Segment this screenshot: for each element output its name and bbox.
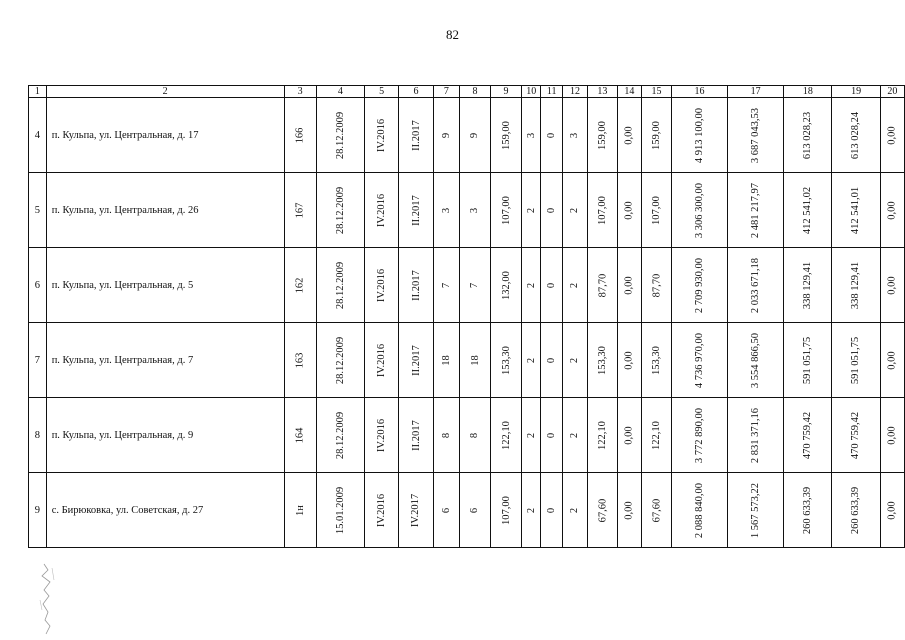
header-cell: 9 <box>490 86 521 98</box>
cell-value: 159,00 <box>596 120 608 150</box>
cell-value: 2 <box>569 357 581 363</box>
value-cell <box>522 98 541 173</box>
value-cell <box>316 173 364 248</box>
value-cell <box>728 173 784 248</box>
value-cell <box>728 98 784 173</box>
value-cell <box>364 248 398 323</box>
value-cell <box>880 323 904 398</box>
value-cell <box>617 323 641 398</box>
header-cell: 19 <box>832 86 880 98</box>
cell-value: 3 <box>440 207 452 213</box>
cell-value: 3 687 043,53 <box>750 107 762 163</box>
value-cell <box>522 398 541 473</box>
cell-value: 28.12.2009 <box>334 261 346 309</box>
cell-value: 122,10 <box>596 420 608 450</box>
value-cell <box>541 473 563 548</box>
value-cell <box>284 98 316 173</box>
header-cell: 13 <box>587 86 617 98</box>
value-cell <box>433 473 459 548</box>
cell-value: II.2017 <box>410 269 422 301</box>
cell-value: 9 <box>469 132 481 138</box>
cell-value: 470 759,42 <box>802 411 814 459</box>
row-number-cell: 6 <box>29 248 47 323</box>
value-cell <box>563 248 588 323</box>
cell-value: 2 481 217,97 <box>750 182 762 238</box>
cell-value: 6 <box>469 507 481 513</box>
cell-value: 412 541,02 <box>802 186 814 234</box>
header-cell: 2 <box>46 86 284 98</box>
value-cell <box>617 98 641 173</box>
row-number-cell: 9 <box>29 473 47 548</box>
value-cell <box>364 98 398 173</box>
cell-value: 0 <box>546 507 558 513</box>
value-cell <box>316 323 364 398</box>
cell-value: 8 <box>440 432 452 438</box>
header-cell: 10 <box>522 86 541 98</box>
cell-value: 1н <box>294 504 306 516</box>
cell-value: 2 <box>569 432 581 438</box>
value-cell <box>541 248 563 323</box>
value-cell <box>490 398 521 473</box>
value-cell <box>541 398 563 473</box>
cell-value: 67,60 <box>650 498 662 522</box>
row-number-cell: 8 <box>29 398 47 473</box>
value-cell <box>784 248 832 323</box>
cell-value: IV.2016 <box>376 193 388 227</box>
cell-value: 3 <box>525 132 537 138</box>
table-row <box>29 248 905 323</box>
header-cell: 4 <box>316 86 364 98</box>
value-cell <box>617 473 641 548</box>
cell-value: 162 <box>294 277 306 293</box>
value-cell <box>563 173 588 248</box>
value-cell <box>364 323 398 398</box>
cell-value: 3 306 300,00 <box>694 182 705 238</box>
value-cell <box>541 98 563 173</box>
value-cell <box>364 398 398 473</box>
cell-value: 164 <box>294 427 306 443</box>
cell-value: 28.12.2009 <box>334 186 346 234</box>
table-row <box>29 173 905 248</box>
value-cell <box>728 473 784 548</box>
value-cell <box>490 173 521 248</box>
value-cell <box>880 473 904 548</box>
address-cell: п. Кульпа, ул. Центральная, д. 17 <box>46 98 284 173</box>
value-cell <box>587 98 617 173</box>
value-cell <box>399 323 433 398</box>
row-number-cell: 5 <box>29 173 47 248</box>
value-cell <box>460 248 491 323</box>
cell-value: 87,70 <box>596 273 608 297</box>
value-cell <box>399 173 433 248</box>
value-cell <box>316 248 364 323</box>
value-cell <box>832 473 880 548</box>
header-cell: 6 <box>399 86 433 98</box>
value-cell <box>460 398 491 473</box>
cell-value: 0 <box>546 432 558 438</box>
cell-value: 2 709 930,00 <box>694 257 705 313</box>
cell-value: 2 088 840,00 <box>694 482 705 538</box>
cell-value: 163 <box>294 352 306 368</box>
header-cell: 18 <box>784 86 832 98</box>
cell-value: 0,00 <box>623 125 635 145</box>
value-cell <box>784 323 832 398</box>
address-cell: п. Кульпа, ул. Центральная, д. 26 <box>46 173 284 248</box>
cell-value: IV.2017 <box>410 493 422 527</box>
value-cell <box>671 98 727 173</box>
value-cell <box>399 98 433 173</box>
cell-value: 15.01.2009 <box>334 486 346 534</box>
value-cell <box>641 398 671 473</box>
row-number-cell: 4 <box>29 98 47 173</box>
cell-value: 67,60 <box>596 498 608 522</box>
value-cell <box>880 248 904 323</box>
cell-value: 1 567 573,22 <box>750 482 762 538</box>
cell-value: 28.12.2009 <box>334 336 346 384</box>
value-cell <box>587 473 617 548</box>
cell-value: 107,00 <box>500 495 512 525</box>
cell-value: 166 <box>294 127 306 143</box>
cell-value: 18 <box>440 354 452 366</box>
address-cell: п. Кульпа, ул. Центральная, д. 7 <box>46 323 284 398</box>
cell-value: II.2017 <box>410 119 422 151</box>
value-cell <box>563 323 588 398</box>
header-row <box>29 86 905 98</box>
value-cell <box>563 98 588 173</box>
table-row <box>29 323 905 398</box>
cell-value: 591 051,75 <box>850 336 862 384</box>
row-number-cell: 7 <box>29 323 47 398</box>
table-row <box>29 398 905 473</box>
value-cell <box>364 173 398 248</box>
data-table <box>28 85 905 548</box>
value-cell <box>433 398 459 473</box>
cell-value: 6 <box>440 507 452 513</box>
cell-value: 0,00 <box>623 350 635 370</box>
cell-value: 0,00 <box>886 500 898 520</box>
value-cell <box>832 323 880 398</box>
value-cell <box>880 98 904 173</box>
cell-value: IV.2016 <box>376 493 388 527</box>
cell-value: II.2017 <box>410 344 422 376</box>
value-cell <box>460 473 491 548</box>
value-cell <box>490 248 521 323</box>
value-cell <box>522 173 541 248</box>
header-cell: 16 <box>671 86 727 98</box>
value-cell <box>316 473 364 548</box>
value-cell <box>316 398 364 473</box>
value-cell <box>832 248 880 323</box>
cell-value: 2 <box>525 282 537 288</box>
cell-value: 153,30 <box>500 345 512 375</box>
cell-value: 8 <box>469 432 481 438</box>
value-cell <box>490 98 521 173</box>
cell-value: 18 <box>469 354 481 366</box>
cell-value: 2 <box>569 207 581 213</box>
header-cell: 14 <box>617 86 641 98</box>
value-cell <box>284 473 316 548</box>
value-cell <box>784 173 832 248</box>
cell-value: 9 <box>440 132 452 138</box>
value-cell <box>541 323 563 398</box>
value-cell <box>587 323 617 398</box>
cell-value: 0 <box>546 357 558 363</box>
cell-value: 28.12.2009 <box>334 111 346 159</box>
cell-value: 260 633,39 <box>802 486 814 534</box>
cell-value: 107,00 <box>650 195 662 225</box>
cell-value: 132,00 <box>500 270 512 300</box>
cell-value: IV.2016 <box>376 343 388 377</box>
cell-value: 3 <box>569 132 581 138</box>
cell-value: 0,00 <box>886 350 898 370</box>
cell-value: 167 <box>294 202 306 218</box>
value-cell <box>460 173 491 248</box>
cell-value: 2 <box>525 207 537 213</box>
cell-value: 0,00 <box>886 425 898 445</box>
cell-value: 153,30 <box>596 345 608 375</box>
value-cell <box>641 248 671 323</box>
page-number: 82 <box>446 27 459 42</box>
cell-value: 4 736 970,00 <box>694 332 705 388</box>
value-cell <box>399 248 433 323</box>
value-cell <box>728 398 784 473</box>
cell-value: 0,00 <box>886 275 898 295</box>
value-cell <box>399 473 433 548</box>
value-cell <box>460 98 491 173</box>
cell-value: 0,00 <box>886 200 898 220</box>
value-cell <box>490 323 521 398</box>
cell-value: IV.2016 <box>376 418 388 452</box>
cell-value: II.2017 <box>410 194 422 226</box>
cell-value: 3 772 890,00 <box>694 407 705 463</box>
cell-value: 2 <box>525 432 537 438</box>
cell-value: 412 541,01 <box>850 186 862 234</box>
cell-value: 0,00 <box>886 125 898 145</box>
value-cell <box>784 473 832 548</box>
cell-value: 470 759,42 <box>850 411 862 459</box>
value-cell <box>433 98 459 173</box>
cell-value: 7 <box>440 282 452 288</box>
value-cell <box>641 98 671 173</box>
cell-value: 159,00 <box>650 120 662 150</box>
value-cell <box>671 323 727 398</box>
value-cell <box>617 248 641 323</box>
value-cell <box>522 323 541 398</box>
header-cell: 15 <box>641 86 671 98</box>
value-cell <box>832 173 880 248</box>
cell-value: IV.2016 <box>376 118 388 152</box>
value-cell <box>399 398 433 473</box>
cell-value: 2 831 371,16 <box>750 407 762 463</box>
value-cell <box>490 473 521 548</box>
cell-value: 338 129,41 <box>802 261 814 309</box>
header-cell: 1 <box>29 86 47 98</box>
value-cell <box>587 248 617 323</box>
cell-value: 0,00 <box>623 425 635 445</box>
value-cell <box>728 248 784 323</box>
value-cell <box>617 398 641 473</box>
value-cell <box>284 173 316 248</box>
value-cell <box>563 473 588 548</box>
header-cell: 5 <box>364 86 398 98</box>
value-cell <box>433 323 459 398</box>
cell-value: 613 028,24 <box>850 111 862 159</box>
value-cell <box>784 98 832 173</box>
cell-value: 159,00 <box>500 120 512 150</box>
value-cell <box>433 173 459 248</box>
value-cell <box>641 473 671 548</box>
cell-value: 107,00 <box>500 195 512 225</box>
value-cell <box>671 248 727 323</box>
header-cell: 20 <box>880 86 904 98</box>
cell-value: 2 <box>569 507 581 513</box>
value-cell <box>728 323 784 398</box>
header-cell: 17 <box>728 86 784 98</box>
value-cell <box>784 398 832 473</box>
value-cell <box>522 248 541 323</box>
value-cell <box>832 98 880 173</box>
cell-value: II.2017 <box>410 419 422 451</box>
cell-value: 0 <box>546 207 558 213</box>
value-cell <box>541 173 563 248</box>
cell-value: 591 051,75 <box>802 336 814 384</box>
header-cell: 7 <box>433 86 459 98</box>
value-cell <box>284 323 316 398</box>
cell-value: 2 033 671,18 <box>750 257 762 313</box>
address-cell: п. Кульпа, ул. Центральная, д. 9 <box>46 398 284 473</box>
cell-value: 0,00 <box>623 275 635 295</box>
cell-value: 338 129,41 <box>850 261 862 309</box>
cell-value: 107,00 <box>596 195 608 225</box>
value-cell <box>617 173 641 248</box>
table-row <box>29 473 905 548</box>
cell-value: 3 <box>469 207 481 213</box>
cell-value: 3 554 866,50 <box>750 332 762 388</box>
header-cell: 11 <box>541 86 563 98</box>
cell-value: 613 028,23 <box>802 111 814 159</box>
margin-scribble <box>36 560 60 640</box>
cell-value: 0,00 <box>623 200 635 220</box>
header-cell: 12 <box>563 86 588 98</box>
cell-value: 153,30 <box>650 345 662 375</box>
cell-value: 7 <box>469 282 481 288</box>
value-cell <box>671 173 727 248</box>
cell-value: 260 633,39 <box>850 486 862 534</box>
value-cell <box>880 398 904 473</box>
value-cell <box>587 173 617 248</box>
cell-value: 122,10 <box>650 420 662 450</box>
cell-value: 87,70 <box>650 273 662 297</box>
address-cell: п. Кульпа, ул. Центральная, д. 5 <box>46 248 284 323</box>
cell-value: 4 913 100,00 <box>694 107 705 163</box>
address-cell: с. Бирюковка, ул. Советская, д. 27 <box>46 473 284 548</box>
value-cell <box>641 323 671 398</box>
value-cell <box>641 173 671 248</box>
value-cell <box>832 398 880 473</box>
value-cell <box>284 398 316 473</box>
cell-value: 2 <box>569 282 581 288</box>
cell-value: 0,00 <box>623 500 635 520</box>
value-cell <box>522 473 541 548</box>
value-cell <box>364 473 398 548</box>
cell-value: 2 <box>525 357 537 363</box>
cell-value: 2 <box>525 507 537 513</box>
value-cell <box>460 323 491 398</box>
table-row <box>29 98 905 173</box>
value-cell <box>671 398 727 473</box>
cell-value: 0 <box>546 132 558 138</box>
value-cell <box>880 173 904 248</box>
header-cell: 8 <box>460 86 491 98</box>
cell-value: IV.2016 <box>376 268 388 302</box>
cell-value: 0 <box>546 282 558 288</box>
value-cell <box>587 398 617 473</box>
cell-value: 28.12.2009 <box>334 411 346 459</box>
value-cell <box>563 398 588 473</box>
header-cell: 3 <box>284 86 316 98</box>
value-cell <box>284 248 316 323</box>
value-cell <box>671 473 727 548</box>
value-cell <box>316 98 364 173</box>
cell-value: 122,10 <box>500 420 512 450</box>
value-cell <box>433 248 459 323</box>
